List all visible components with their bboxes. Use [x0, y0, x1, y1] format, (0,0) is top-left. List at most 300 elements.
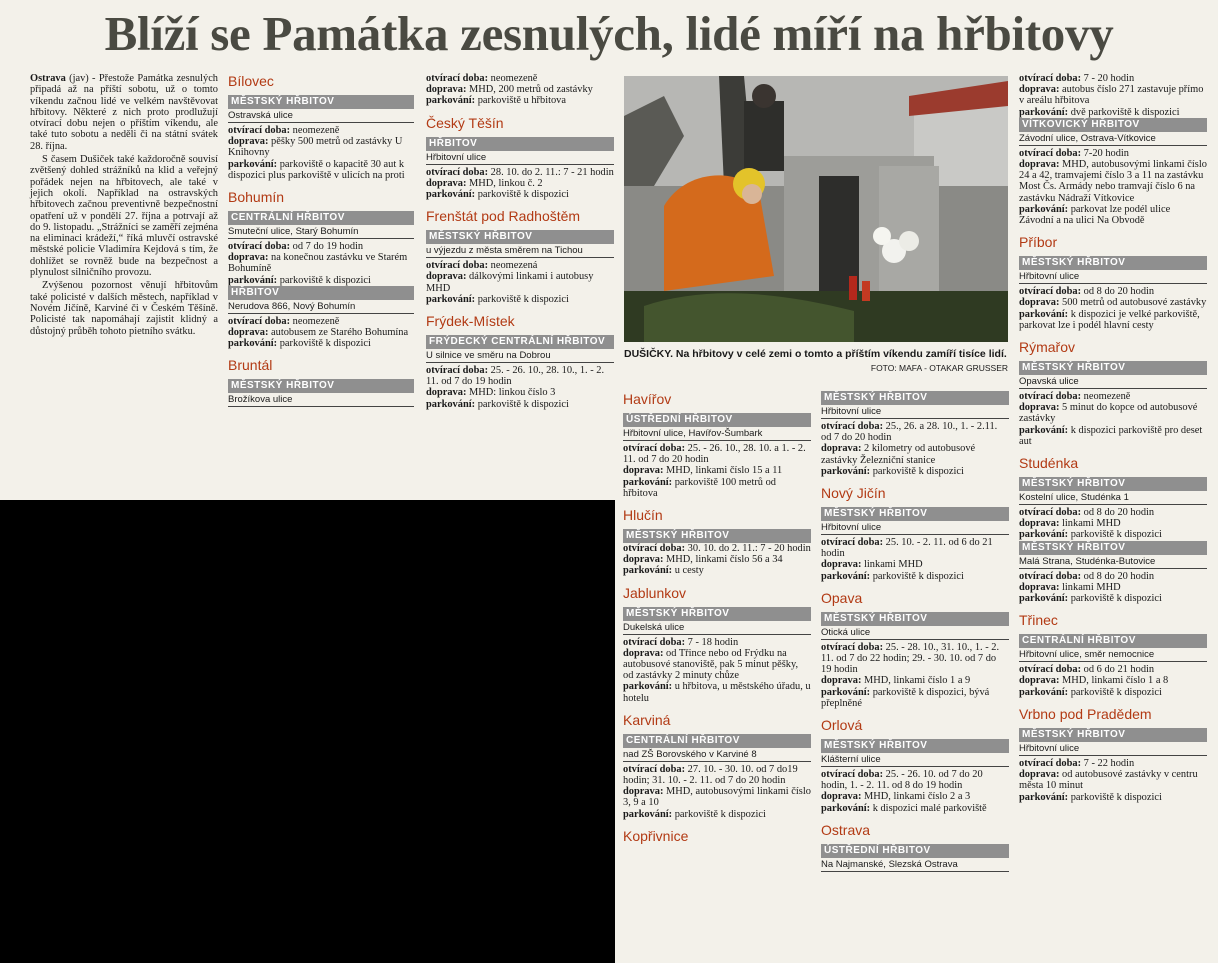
cemetery-entry [426, 230, 614, 305]
cemetery-location: U silnice ve směru na Dobrou [426, 349, 614, 363]
transport-value: MHD, linkou č. 2 [469, 177, 543, 189]
detail-transport [1019, 402, 1207, 424]
cemetery-location: Hřbitovní ulice [1019, 742, 1207, 756]
cemetery-entry [1019, 256, 1207, 331]
cemetery-entry [228, 286, 414, 350]
detail-open [1019, 507, 1207, 518]
open-label: otvírací doba: [1019, 286, 1082, 298]
transport-value: pěšky 500 metrů od zastávky U Knihovny [228, 136, 403, 159]
open-label: otvírací doba: [1019, 664, 1082, 676]
open-value: 28. 10. do 2. 11.: 7 - 21 hodin [490, 166, 614, 178]
caption-text: Na hřbitovy v celé zemi o tomto a příštím víkendu zamíří tisíce lidí. [673, 348, 1007, 360]
cemetery-location: Smuteční ulice, Starý Bohumín [228, 225, 414, 239]
cemetery-entry [623, 529, 811, 577]
detail-open [426, 167, 614, 178]
transport-label: doprava: [1019, 769, 1060, 781]
parking-label: parkování: [623, 681, 673, 693]
city-heading: Ostrava [821, 821, 871, 838]
transport-value: MHD, 200 metrů od zastávky [469, 84, 593, 96]
cemetery-location: Hřbitovní ulice [426, 151, 614, 165]
detail-transport [426, 271, 614, 293]
detail-open [821, 769, 1009, 791]
open-label: otvírací doba: [426, 365, 489, 377]
cemetery-entry [821, 844, 1009, 872]
cemetery-entry [1019, 728, 1207, 803]
parking-label: parkování: [623, 476, 673, 488]
caption-title: DUŠIČKY. [624, 348, 674, 360]
detail-transport [821, 559, 1009, 570]
detail-open [228, 125, 414, 136]
detail-open [426, 73, 614, 84]
cemetery-location: nad ZŠ Borovského v Karviné 8 [623, 748, 811, 762]
parking-label: parkování: [1019, 203, 1069, 215]
parking-value: parkoviště k dispozici [674, 808, 766, 820]
cemetery-name: VÍTKOVICKÝ HŘBITOV [1019, 118, 1207, 132]
detail-transport [821, 443, 1009, 465]
city-heading: Rýmařov [1019, 339, 1076, 356]
cemetery-name: ÚSTŘEDNÍ HŘBITOV [623, 413, 811, 427]
open-value: 30. 10. do 2. 11.: 7 - 20 hodin [687, 543, 811, 555]
listing-column-3 [623, 391, 811, 850]
cemetery-location: Ostravská ulice [228, 109, 414, 123]
open-value: neomezeně [292, 125, 340, 136]
city-heading: Nový Jičín [821, 485, 886, 502]
parking-value: parkoviště k dispozici [477, 398, 569, 410]
detail-open [1019, 571, 1207, 582]
detail-transport [1019, 769, 1207, 791]
open-value: od 6 do 21 hodin [1083, 664, 1155, 676]
detail-transport [623, 786, 811, 808]
transport-label: doprava: [426, 84, 467, 96]
parking-label: parkování: [821, 802, 871, 814]
city-heading: Bruntál [228, 357, 273, 374]
detail-parking [228, 338, 414, 349]
parking-value: parkoviště 100 metrů od hřbitova [623, 476, 776, 499]
cemetery-entry [1019, 73, 1207, 118]
cemetery-location: Hřbitovní ulice [821, 405, 1009, 419]
detail-transport [1019, 518, 1207, 529]
city-heading: Třinec [1019, 612, 1058, 629]
open-value: 25. - 26. 10. od 7 do 20 hodin, 1. - 2. 11. od 8 do 19 hodin [821, 769, 983, 792]
cemetery-entry [426, 73, 614, 107]
city-heading: Bílovec [228, 73, 274, 89]
detail-transport [1019, 582, 1207, 593]
open-label: otvírací doba: [821, 641, 884, 653]
detail-parking [1019, 107, 1207, 118]
transport-value: od autobusové zastávky v centru města 10 minut [1019, 769, 1198, 792]
cemetery-location: u výjezdu z města směrem na Tichou [426, 244, 614, 258]
parking-value: k dispozici je velké parkoviště, parkovat lze i podél hlavní cesty [1019, 308, 1200, 331]
open-label: otvírací doba: [1019, 147, 1082, 159]
parking-value: dvě parkoviště k dispozici [1070, 106, 1180, 118]
transport-label: doprava: [821, 791, 862, 803]
cemetery-location: Nerudova 866, Nový Bohumín [228, 300, 414, 314]
transport-label: doprava: [228, 136, 269, 148]
cemetery-name: CENTRÁLNÍ HŘBITOV [623, 734, 811, 748]
cemetery-entry [623, 413, 811, 499]
open-label: otvírací doba: [1019, 757, 1082, 769]
city-heading: Karviná [623, 711, 671, 728]
open-value: od 8 do 20 hodin [1083, 507, 1155, 519]
parking-value: parkovat lze podél ulice Závodní a na ulici Na Obvodě [1019, 203, 1171, 227]
detail-parking [821, 803, 1009, 814]
detail-open [228, 316, 414, 327]
cemetery-name: MĚSTSKÝ HŘBITOV [623, 607, 811, 621]
parking-label: parkování: [821, 570, 871, 582]
detail-open [1019, 73, 1207, 84]
open-value: 7 - 22 hodin [1083, 757, 1135, 769]
cemetery-location: Klášterní ulice [821, 753, 1009, 767]
cemetery-entry [623, 734, 811, 820]
cemetery-name: MĚSTSKÝ HŘBITOV [1019, 728, 1207, 742]
detail-transport [1019, 84, 1207, 106]
cemetery-location: Dukelská ulice [623, 621, 811, 635]
cemetery-entry [821, 391, 1009, 477]
cemetery-entry [1019, 118, 1207, 226]
transport-value: autobusem ze Starého Bohumína [271, 327, 409, 339]
cemetery-location: Hřbitovní ulice [821, 521, 1009, 535]
detail-transport [1019, 297, 1207, 308]
open-label: otvírací doba: [426, 166, 489, 178]
cemetery-location: Závodní ulice, Ostrava-Vítkovice [1019, 132, 1207, 146]
open-value: 7-20 hodin [1083, 147, 1129, 159]
parking-value: parkoviště k dispozici [872, 465, 964, 477]
photo-credit: FOTO: MAFA - OTAKAR GRUSSER [870, 362, 1008, 373]
transport-value: 5 minut do kopce od autobusové zastávky [1019, 402, 1198, 425]
open-value: 7 - 18 hodin [687, 636, 739, 648]
cemetery-name: MĚSTSKÝ HŘBITOV [426, 230, 614, 244]
open-value: neomezená [490, 260, 538, 272]
parking-value: parkoviště k dispozici [1070, 686, 1162, 698]
cemetery-entry [1019, 541, 1207, 605]
parking-label: parkování: [1019, 686, 1069, 698]
transport-value: autobus číslo 271 zastavuje přímo v areálu hřbitova [1019, 84, 1204, 107]
transport-label: doprava: [426, 177, 467, 189]
transport-value: MHD, linkami číslo 1 a 9 [864, 675, 971, 687]
cemetery-photo [624, 76, 1008, 342]
detail-open [623, 543, 811, 554]
parking-label: parkování: [228, 158, 278, 170]
transport-label: doprava: [821, 675, 862, 687]
transport-value: 2 kilometry od autobusové zastávky Železniční stanice [821, 443, 976, 466]
parking-value: parkoviště k dispozici [1070, 529, 1162, 541]
parking-value: parkoviště k dispozici [1070, 593, 1162, 605]
parking-value: parkoviště k dispozici [477, 293, 569, 305]
transport-value: MHD, autobusovými linkami číslo 24 a 42, tramvajemi číslo 3 a 11 na zastávku Most Čs. Armády nebo tramvají číslo 6 na zastávku Nádraží Vítkovice [1019, 159, 1207, 204]
cemetery-name: MĚSTSKÝ HŘBITOV [623, 529, 811, 543]
cemetery-entry [623, 607, 811, 704]
transport-value: MHD, linkami číslo 15 a 11 [666, 465, 783, 477]
open-value: 25. - 26. 10., 28. 10. a 1. - 2. 11. od 7 do 20 hodin [623, 443, 806, 466]
parking-label: parkování: [426, 95, 476, 107]
detail-open [623, 764, 811, 786]
listing-column-4 [821, 391, 1009, 874]
city-heading: Český Těšín [426, 114, 504, 131]
transport-label: doprava: [623, 465, 664, 477]
city-heading: Bohumín [228, 189, 285, 206]
open-value: 7 - 20 hodin [1083, 73, 1135, 84]
detail-parking [623, 681, 811, 703]
open-value: od 7 do 19 hodin [292, 241, 364, 253]
cemetery-name: HŘBITOV [228, 286, 414, 300]
parking-value: parkoviště u hřbitova [477, 95, 566, 107]
parking-label: parkování: [426, 398, 476, 410]
byline: Ostrava [30, 73, 66, 84]
detail-open [426, 365, 614, 387]
parking-label: parkování: [1019, 791, 1069, 803]
cemetery-entry [821, 507, 1009, 582]
detail-transport [1019, 675, 1207, 686]
city-heading: Hlučín [623, 507, 663, 524]
cemetery-name: MĚSTSKÝ HŘBITOV [821, 612, 1009, 626]
transport-label: doprava: [1019, 159, 1060, 171]
parking-label: parkování: [1019, 593, 1069, 605]
open-label: otvírací doba: [426, 260, 489, 272]
transport-label: doprava: [1019, 518, 1060, 530]
parking-value: parkoviště k dispozici [279, 274, 371, 286]
detail-open [1019, 664, 1207, 675]
cemetery-location: Kostelní ulice, Studénka 1 [1019, 491, 1207, 505]
transport-value: 500 metrů od autobusové zastávky [1062, 297, 1207, 309]
parking-label: parkování: [821, 686, 871, 698]
city-heading: Kopřivnice [623, 827, 689, 844]
open-label: otvírací doba: [821, 537, 884, 549]
detail-open [821, 421, 1009, 443]
parking-value: u cesty [674, 565, 704, 577]
detail-parking [228, 275, 414, 286]
headline: Blíží se Památka zesnulých, lidé míří na hřbitovy [104, 6, 1114, 61]
open-value: od 8 do 20 hodin [1083, 570, 1155, 582]
transport-value: linkami MHD [1062, 518, 1121, 530]
cemetery-name: MĚSTSKÝ HŘBITOV [821, 507, 1009, 521]
detail-parking [426, 189, 614, 200]
cemetery-entry [426, 335, 614, 410]
parking-label: parkování: [623, 565, 673, 577]
open-value: neomezeně [490, 73, 538, 84]
listing-column-1 [228, 73, 414, 409]
detail-transport [1019, 159, 1207, 204]
parking-label: parkování: [228, 338, 278, 350]
transport-label: doprava: [623, 554, 664, 566]
detail-parking [1019, 204, 1207, 226]
detail-parking [426, 95, 614, 106]
detail-parking [821, 466, 1009, 477]
open-label: otvírací doba: [1019, 391, 1082, 403]
transport-label: doprava: [1019, 402, 1060, 414]
detail-open [228, 241, 414, 252]
detail-transport [623, 648, 811, 682]
parking-label: parkování: [1019, 308, 1069, 320]
parking-label: parkování: [1019, 529, 1069, 541]
detail-parking [821, 687, 1009, 709]
cemetery-name: FRÝDECKÝ CENTRÁLNÍ HŘBITOV [426, 335, 614, 349]
parking-value: parkoviště k dispozici [1070, 791, 1162, 803]
city-heading: Studénka [1019, 455, 1079, 472]
open-label: otvírací doba: [228, 241, 291, 253]
transport-value: MHD, autobusovými linkami číslo 3, 9 a 10 [623, 786, 811, 809]
parking-value: parkoviště k dispozici [279, 338, 371, 350]
cemetery-name: MĚSTSKÝ HŘBITOV [228, 95, 414, 109]
detail-transport [821, 791, 1009, 802]
detail-transport [623, 554, 811, 565]
transport-label: doprava: [426, 271, 467, 283]
lead-paragraph-1 [30, 73, 218, 152]
open-value: 25. - 26. 10., 28. 10., 1. - 2. 11. od 7 do 19 hodin [426, 365, 605, 388]
city-heading: Vrbno pod Pradědem [1019, 705, 1152, 722]
transport-value: dálkovými linkami i autobusy MHD [426, 271, 594, 294]
detail-open [1019, 286, 1207, 297]
cemetery-name: HŘBITOV [426, 137, 614, 151]
transport-value: od Třince nebo od Frýdku na autobusové stanoviště, pak 5 minut pěšky, od zastávky 2 minuty chůze [623, 647, 799, 682]
cemetery-name: MĚSTSKÝ HŘBITOV [821, 391, 1009, 405]
transport-label: doprava: [1019, 581, 1060, 593]
lead-article [30, 73, 218, 339]
detail-parking [426, 294, 614, 305]
transport-value: MHD, linkami číslo 56 a 34 [666, 554, 783, 566]
detail-transport [426, 387, 614, 398]
transport-label: doprava: [1019, 84, 1060, 96]
detail-transport [228, 136, 414, 158]
detail-parking [1019, 687, 1207, 698]
parking-label: parkování: [1019, 424, 1069, 436]
listing-column-5 [1019, 73, 1207, 803]
city-heading: Příbor [1019, 234, 1058, 251]
lead-paragraph-3: Zvýšenou pozornost věnují hřbitovům také policisté v dalších městech, například v Novém Jičíně, Karviné či v Českém Těšíně. Policisté tak napomáhají zajistit klidný a důstojný průběh tohoto pietního svátku. [30, 280, 218, 337]
detail-open [821, 537, 1009, 559]
parking-value: k dispozici parkoviště pro deset aut [1019, 424, 1203, 447]
cemetery-name: MĚSTSKÝ HŘBITOV [821, 739, 1009, 753]
parking-label: parkování: [228, 274, 278, 286]
open-label: otvírací doba: [821, 769, 884, 781]
cemetery-location: Hřbitovní ulice, směr nemocnice [1019, 648, 1207, 662]
transport-label: doprava: [426, 387, 467, 399]
cemetery-entry [821, 612, 1009, 709]
transport-value: MHD, linkami číslo 1 a 8 [1062, 675, 1169, 687]
detail-parking [1019, 792, 1207, 803]
cemetery-name: ÚSTŘEDNÍ HŘBITOV [821, 844, 1009, 858]
detail-transport [228, 252, 414, 274]
transport-label: doprava: [1019, 297, 1060, 309]
parking-value: k dispozici malé parkoviště [872, 802, 987, 814]
transport-value: linkami MHD [864, 559, 923, 571]
parking-value: u hřbitova, u městského úřadu, u hotelu [623, 681, 811, 704]
open-label: otvírací doba: [228, 125, 291, 136]
detail-parking [228, 159, 414, 181]
transport-value: na konečnou zastávku ve Starém Bohumíně [228, 252, 408, 275]
parking-value: parkoviště k dispozici, bývá přeplněné [821, 686, 990, 709]
cemetery-name: MĚSTSKÝ HŘBITOV [1019, 477, 1207, 491]
parking-label: parkování: [426, 293, 476, 305]
open-label: otvírací doba: [1019, 507, 1082, 519]
detail-transport [426, 178, 614, 189]
transport-label: doprava: [821, 443, 862, 455]
cemetery-location: Opavská ulice [1019, 375, 1207, 389]
open-value: 25. 10. - 2. 11. od 6 do 21 hodin [821, 537, 993, 560]
cemetery-name: CENTRÁLNÍ HŘBITOV [1019, 634, 1207, 648]
open-label: otvírací doba: [228, 315, 291, 327]
cemetery-location: Hřbitovní ulice, Havířov-Šumbark [623, 427, 811, 441]
cemetery-name: CENTRÁLNÍ HŘBITOV [228, 211, 414, 225]
transport-value: MHD, linkami číslo 2 a 3 [864, 791, 971, 803]
detail-parking [426, 399, 614, 410]
listing-column-2 [426, 73, 614, 410]
cemetery-entry [1019, 634, 1207, 698]
open-value: 27. 10. - 30. 10. od 7 do19 hodin; 31. 10. - 2. 11. od 7 do 20 hodin [623, 763, 798, 787]
transport-value: linkami MHD [1062, 581, 1121, 593]
open-label: otvírací doba: [426, 73, 489, 84]
detail-parking [623, 809, 811, 820]
open-value: od 8 do 20 hodin [1083, 286, 1155, 298]
detail-parking [623, 477, 811, 499]
open-label: otvírací doba: [1019, 570, 1082, 582]
lead-text-1: (jav) - Přestože Památka zesnulých připadá až na příští sobotu, už o tomto víkendu začnou lidé ve velkém navštěvovat hřbitovy. Některé z nich proto prodlužují otvírací dobu nejen o příštím víkendu, ale také tuto sobotu a neděli či na státní svátek 28. října. [30, 73, 218, 152]
open-label: otvírací doba: [821, 421, 884, 432]
detail-parking [1019, 309, 1207, 331]
open-value: 25. - 28. 10., 31. 10., 1. - 2. 11. od 7 do 22 hodin; 29. - 30. 10. od 7 do 19 hodin [821, 641, 1000, 676]
cemetery-location: Hřbitovní ulice [1019, 270, 1207, 284]
city-heading: Frýdek-Místek [426, 313, 515, 330]
lead-paragraph-2: S časem Dušiček také každoročně souvisí zvětšený dohled strážníků na klid a veřejný pořádek nejen na hřbitovech, ale také v jejich okolí. Například na ostravských hřbitovech začnou preventivně bezpečnostní opatření už v pondělí 27. října a potrvají až do 9. listopadu. „Strážníci se zaměří zejména na eliminaci krádeží,“ říká mluvčí ostravské městské policie Vladimíra Kejdová s tím, že dohlížet se rovněž bude na bezpečnost a plynulost silničního provozu. [30, 154, 218, 279]
cemetery-name: MĚSTSKÝ HŘBITOV [1019, 541, 1207, 555]
detail-parking [1019, 529, 1207, 540]
parking-value: parkoviště o kapacitě 30 aut k dispozici plus parkoviště v ulicích na proti [228, 158, 405, 181]
detail-open [426, 260, 614, 271]
parking-value: parkoviště k dispozici [872, 570, 964, 582]
transport-label: doprava: [228, 252, 269, 264]
detail-parking [1019, 593, 1207, 604]
cemetery-entry [228, 95, 414, 181]
open-label: otvírací doba: [623, 763, 686, 775]
city-heading: Frenštát pod Radhoštěm [426, 208, 581, 225]
transport-label: doprava: [1019, 675, 1060, 687]
detail-parking [821, 571, 1009, 582]
detail-open [623, 637, 811, 648]
city-heading: Jablunkov [623, 584, 687, 601]
open-label: otvírací doba: [1019, 73, 1082, 84]
parking-label: parkování: [426, 189, 476, 201]
cemetery-location: Brožíkova ulice [228, 393, 414, 407]
cemetery-name: MĚSTSKÝ HŘBITOV [1019, 256, 1207, 270]
open-value: neomezeně [1083, 391, 1131, 403]
cemetery-name: MĚSTSKÝ HŘBITOV [1019, 361, 1207, 375]
city-heading: Havířov [623, 391, 672, 407]
transport-label: doprava: [623, 647, 664, 659]
detail-parking [623, 565, 811, 576]
detail-open [821, 642, 1009, 676]
transport-label: doprava: [821, 559, 862, 571]
transport-label: doprava: [228, 327, 269, 339]
cemetery-entry [1019, 361, 1207, 447]
parking-label: parkování: [623, 808, 673, 820]
detail-open [1019, 148, 1207, 159]
cemetery-location: Na Najmanské, Slezská Ostrava [821, 858, 1009, 872]
detail-transport [623, 465, 811, 476]
detail-open [1019, 391, 1207, 402]
detail-transport [821, 675, 1009, 686]
city-heading: Orlová [821, 717, 863, 734]
detail-transport [228, 327, 414, 338]
open-value: neomezeně [292, 315, 340, 327]
parking-label: parkování: [1019, 106, 1069, 118]
parking-value: parkoviště k dispozici [477, 189, 569, 201]
open-label: otvírací doba: [623, 636, 686, 648]
transport-value: MHD: linkou číslo 3 [469, 387, 556, 399]
cemetery-name: MĚSTSKÝ HŘBITOV [228, 379, 414, 393]
photo-illustration [624, 76, 1008, 342]
open-label: otvírací doba: [623, 443, 686, 454]
detail-parking [1019, 425, 1207, 447]
cemetery-entry [426, 137, 614, 201]
